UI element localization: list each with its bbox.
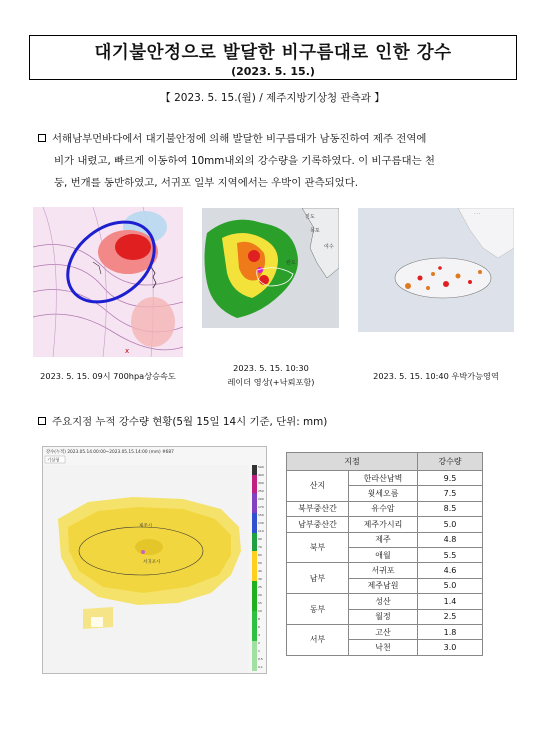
svg-text:x: x — [125, 347, 130, 355]
svg-text:50: 50 — [258, 561, 262, 565]
svg-text:0.5: 0.5 — [258, 657, 263, 661]
value-cell: 4.6 — [418, 563, 483, 578]
svg-text:170: 170 — [258, 505, 264, 509]
value-cell: 7.5 — [418, 486, 483, 501]
svg-text:제주시: 제주시 — [139, 524, 153, 529]
precip-accum-map — [42, 446, 267, 674]
section2-title: 주요지점 누적 강수량 현황(5월 15일 14시 기준, 단위: mm) — [52, 416, 328, 428]
region-cell: 북부 — [287, 532, 349, 563]
table-row — [287, 517, 483, 532]
svg-text:200: 200 — [258, 497, 264, 501]
svg-text:60: 60 — [258, 553, 262, 557]
station-cell: 한라산남벽 — [349, 471, 418, 486]
svg-text:4: 4 — [258, 633, 260, 637]
section2-heading — [38, 413, 327, 428]
header-rainfall: 강수량 — [418, 453, 483, 471]
svg-text:강수(누적) 2023.05.14.00:00~2023.0: 강수(누적) 2023.05.14.00:00~2023.05.15.14:00 (mm) #687 — [46, 450, 174, 455]
station-cell: 고산 — [349, 624, 418, 639]
value-cell: 5.5 — [418, 547, 483, 562]
svg-text:1: 1 — [258, 649, 260, 653]
svg-text:0.1: 0.1 — [258, 665, 263, 669]
svg-text:서귀포시: 서귀포시 — [143, 560, 161, 565]
svg-text:8: 8 — [258, 617, 260, 621]
fig-hail-map — [358, 208, 514, 332]
fig-700hpa-chart — [33, 207, 183, 357]
summary-paragraph — [38, 128, 523, 194]
header-station: 지점 — [287, 453, 418, 471]
svg-text:40: 40 — [258, 569, 262, 573]
svg-text:250: 250 — [258, 489, 264, 493]
table-row — [287, 594, 483, 609]
station-cell: 월정 — [349, 609, 418, 624]
svg-text:70: 70 — [258, 545, 262, 549]
value-cell: 1.8 — [418, 624, 483, 639]
region-cell: 북부중산간 — [287, 501, 349, 516]
svg-text:15: 15 — [258, 601, 262, 605]
svg-text:20: 20 — [258, 593, 262, 597]
station-cell: 서귀포 — [349, 563, 418, 578]
info-line: 【 2023. 5. 15.(월) / 제주지방기상청 관측과 】 — [160, 92, 385, 104]
svg-text:130: 130 — [258, 521, 264, 525]
fig3-caption: 2023. 5. 15. 10:40 우박가능영역 — [373, 371, 499, 381]
station-cell: 제주 — [349, 532, 418, 547]
paragraph-line-2: 비가 내렸고, 빠르게 이동하여 10mm내외의 강수량을 기록하였다. 이 비구름대는 천 — [54, 155, 435, 167]
table-row — [287, 563, 483, 578]
svg-text:완도: 완도 — [286, 260, 296, 266]
table-header-row — [287, 453, 483, 471]
table-row — [287, 624, 483, 639]
value-cell: 8.5 — [418, 501, 483, 516]
svg-text:400: 400 — [258, 473, 264, 477]
fig1-caption: 2023. 5. 15. 09시 700hpa상승속도 — [40, 371, 176, 381]
table-row — [287, 532, 483, 547]
page-title: 대기불안정으로 발달한 비구름대로 인한 강수 — [94, 43, 452, 63]
svg-text:500: 500 — [258, 465, 264, 469]
value-cell: 9.5 — [418, 471, 483, 486]
svg-text:. . .: . . . — [474, 210, 481, 215]
svg-text:목포: 목포 — [310, 228, 320, 234]
page-date: (2023. 5. 15.) — [231, 65, 315, 78]
svg-text:300: 300 — [258, 481, 264, 485]
region-cell: 서부 — [287, 624, 349, 655]
paragraph-line-1: 서해남부먼바다에서 대기불안정에 의해 발달한 비구름대가 남동진하여 제주 전역에 — [52, 133, 427, 145]
svg-text:90: 90 — [258, 537, 262, 541]
svg-text:6: 6 — [258, 625, 260, 629]
svg-text:30: 30 — [258, 577, 262, 581]
table-row — [287, 501, 483, 516]
station-cell: 제주가시리 — [349, 517, 418, 532]
station-cell: 제주남원 — [349, 578, 418, 593]
value-cell: 3.0 — [418, 640, 483, 655]
fig-radar-image — [202, 208, 339, 328]
svg-text:110: 110 — [258, 529, 264, 533]
region-cell: 남부 — [287, 563, 349, 594]
station-cell: 낙천 — [349, 640, 418, 655]
svg-text:여수: 여수 — [324, 244, 334, 250]
value-cell: 2.5 — [418, 609, 483, 624]
svg-text:25: 25 — [258, 585, 262, 589]
value-cell: 5.0 — [418, 517, 483, 532]
checkbox-bullet-icon — [38, 417, 46, 425]
station-cell: 윗세오름 — [349, 486, 418, 501]
station-cell: 애월 — [349, 547, 418, 562]
svg-text:진도: 진도 — [305, 214, 315, 220]
svg-text:2: 2 — [258, 641, 260, 645]
value-cell: 5.0 — [418, 578, 483, 593]
title-box — [29, 35, 517, 80]
value-cell: 1.4 — [418, 594, 483, 609]
rainfall-table — [286, 452, 483, 656]
value-cell: 4.8 — [418, 532, 483, 547]
station-cell: 성산 — [349, 594, 418, 609]
svg-text:기상청: 기상청 — [47, 458, 60, 464]
checkbox-bullet-icon — [38, 134, 46, 142]
svg-text:10: 10 — [258, 609, 262, 613]
fig2-caption-line-2: 레이더 영상(+낙뢰포함) — [227, 377, 315, 387]
fig2-caption-line-1: 2023. 5. 15. 10:30 — [233, 363, 309, 373]
region-cell: 산지 — [287, 471, 349, 502]
region-cell: 동부 — [287, 594, 349, 625]
svg-text:150: 150 — [258, 513, 264, 517]
region-cell: 남부중산간 — [287, 517, 349, 532]
paragraph-line-3: 둥, 번개를 동반하였고, 서귀포 일부 지역에서는 우박이 관측되었다. — [54, 177, 359, 189]
table-row — [287, 471, 483, 486]
station-cell: 유수암 — [349, 501, 418, 516]
